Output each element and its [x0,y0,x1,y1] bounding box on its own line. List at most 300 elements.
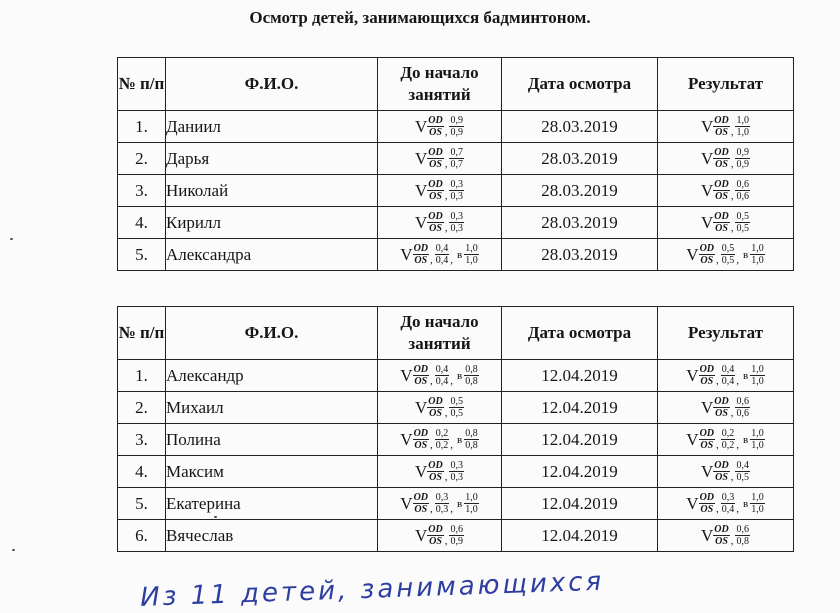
eye-fraction-num: OD [413,243,429,254]
visual-acuity [415,115,464,138]
acuity-fraction-num: 0,5 [721,243,735,254]
separator: , [730,158,734,170]
eye-fraction [427,396,443,419]
eye-fraction-den: OS [700,440,714,451]
acuity-fraction [449,179,464,202]
eye-fraction-den: OS [429,223,442,234]
child-name: Михаил [166,392,378,424]
exam-date: 28.03.2019 [502,239,658,271]
correction-fraction-num: 1,0 [751,243,764,254]
acuity-fraction [735,147,750,170]
visual-acuity [701,179,750,202]
acuity-fraction-num: 0,6 [450,524,463,535]
table-row [118,520,794,552]
header-result: Результат [658,307,794,360]
acuity-fraction-num: 0,3 [450,460,463,471]
visual-acuity [686,364,764,387]
eye-fraction-den: OS [715,536,728,547]
acuity-fraction-den: 0,6 [736,191,749,202]
acuity-fraction-num: 0,2 [435,428,449,439]
eye-fraction-num: OD [428,460,443,471]
eye-fraction-num: OD [714,524,729,535]
table-row [118,392,794,424]
acuity-fraction [721,492,736,515]
acuity-fraction [721,364,736,387]
acuity-fraction-num: 0,7 [450,147,463,158]
visus-letter: V [701,461,714,481]
separator: , [730,126,734,138]
eye-fraction [413,428,429,451]
acuity-fraction-num: 0,9 [736,147,749,158]
visual-acuity [686,243,764,266]
exam-date: 28.03.2019 [502,111,658,143]
acuity-fraction [735,211,750,234]
eye-fraction-num: OD [714,211,729,222]
eye-fraction-den: OS [429,472,442,483]
correction-letter: в [743,497,749,510]
before-cell [378,239,502,271]
visus-letter: V [686,365,699,385]
eye-fraction-num: OD [428,396,443,407]
acuity-fraction [735,524,750,547]
correction-letter: в [743,248,749,261]
before-cell [378,456,502,488]
row-number: 2. [118,143,166,175]
child-name: Кирилл [166,207,378,239]
eye-fraction-num: OD [714,396,729,407]
correction-fraction-num: 1,0 [751,364,764,375]
row-number: 4. [118,207,166,239]
correction-fraction [464,364,479,387]
exam-date: 12.04.2019 [502,392,658,424]
acuity-fraction [735,396,750,419]
acuity-fraction-den: 0,3 [450,223,463,234]
acuity-fraction-num: 0,9 [450,115,463,126]
acuity-fraction-num: 0,3 [721,492,735,503]
acuity-fraction-den: 0,3 [450,472,463,483]
result-cell [658,360,794,392]
eye-fraction-den: OS [700,255,714,266]
acuity-fraction-num: 0,6 [736,179,749,190]
acuity-fraction-den: 0,4 [721,376,735,387]
eye-fraction-den: OS [715,472,728,483]
acuity-fraction-den: 0,4 [721,504,735,515]
exam-date: 12.04.2019 [502,456,658,488]
separator: , [444,535,448,547]
eye-fraction-num: OD [699,243,715,254]
eye-fraction-num: OD [413,492,429,503]
before-cell [378,360,502,392]
eye-fraction-num: OD [428,211,443,222]
scan-speck [12,549,15,551]
eye-fraction [427,524,443,547]
separator: , [716,375,719,387]
correction-fraction [750,428,765,451]
table-row [118,143,794,175]
visus-letter: V [415,212,428,232]
child-name: Николай [166,175,378,207]
separator: , [450,254,454,266]
header-date: Дата осмотра [502,58,658,111]
visus-letter: V [415,397,428,417]
eye-fraction-num: OD [714,115,729,126]
row-number: 3. [118,175,166,207]
correction-fraction [750,243,765,266]
before-cell [378,392,502,424]
acuity-fraction [449,460,464,483]
visual-acuity [400,243,478,266]
separator: , [430,254,433,266]
visual-acuity [701,115,750,138]
page-title: Осмотр детей, занимающихся бадминтоном. [249,8,591,27]
separator: , [444,158,448,170]
correction-fraction-den: 1,0 [465,255,478,266]
acuity-fraction-den: 0,9 [736,159,749,170]
visual-acuity [701,460,750,483]
visual-acuity [415,460,464,483]
eye-fraction [699,428,715,451]
visual-acuity [400,364,478,387]
eye-fraction-den: OS [715,408,728,419]
visus-letter: V [701,180,714,200]
correction-letter: в [457,369,463,382]
correction-fraction [464,243,479,266]
before-cell [378,520,502,552]
correction-fraction-den: 1,0 [751,440,764,451]
table-row [118,360,794,392]
before-cell [378,488,502,520]
acuity-fraction-den: 0,5 [736,472,749,483]
correction-letter: в [457,433,463,446]
separator: , [450,439,454,451]
row-number: 6. [118,520,166,552]
eye-fraction-num: OD [714,179,729,190]
row-number: 3. [118,424,166,456]
header-result: Результат [658,58,794,111]
eye-fraction [413,243,429,266]
separator: , [450,503,454,515]
eye-fraction [413,364,429,387]
acuity-fraction-den: 0,8 [736,536,749,547]
separator: , [444,407,448,419]
before-cell [378,143,502,175]
child-name: Дарья [166,143,378,175]
eye-fraction-num: OD [699,364,715,375]
correction-letter: в [457,497,463,510]
separator: , [730,190,734,202]
exam-date: 12.04.2019 [502,424,658,456]
result-cell [658,239,794,271]
acuity-fraction [449,396,464,419]
acuity-fraction [735,179,750,202]
before-cell [378,424,502,456]
row-number: 5. [118,488,166,520]
scan-speck [10,238,13,240]
separator: , [430,503,433,515]
child-name: Александра [166,239,378,271]
eye-fraction-num: OD [428,524,443,535]
correction-letter: в [457,248,463,261]
before-cell [378,175,502,207]
visus-letter: V [686,244,699,264]
exam-date: 12.04.2019 [502,520,658,552]
result-cell [658,143,794,175]
acuity-fraction [735,115,750,138]
correction-fraction-num: 0,8 [465,364,478,375]
acuity-fraction [435,243,450,266]
exam-date: 12.04.2019 [502,488,658,520]
acuity-fraction-den: 0,5 [721,255,735,266]
child-name: Екатерина [166,488,378,520]
acuity-fraction-num: 0,4 [435,364,449,375]
eye-fraction-den: OS [715,127,728,138]
acuity-fraction-num: 0,5 [450,396,463,407]
eye-fraction-den: OS [715,159,728,170]
acuity-fraction-num: 0,5 [736,211,749,222]
visual-acuity [415,179,464,202]
acuity-fraction-den: 0,5 [736,223,749,234]
eye-fraction-den: OS [429,127,442,138]
eye-fraction [427,460,443,483]
eye-fraction-den: OS [414,440,428,451]
visual-acuity [686,428,764,451]
acuity-fraction-den: 0,3 [435,504,449,515]
separator: , [730,407,734,419]
correction-fraction-num: 1,0 [465,243,478,254]
table-row [118,424,794,456]
separator: , [444,471,448,483]
correction-letter: в [743,433,749,446]
visus-letter: V [400,365,413,385]
child-name: Максим [166,456,378,488]
correction-fraction-den: 0,8 [465,440,478,451]
eye-fraction [713,524,729,547]
correction-fraction-num: 0,8 [465,428,478,439]
eye-fraction [427,179,443,202]
eye-fraction [713,115,729,138]
acuity-fraction-den: 0,4 [435,255,449,266]
acuity-fraction [449,524,464,547]
eye-fraction [427,211,443,234]
separator: , [736,254,740,266]
acuity-fraction-num: 0,3 [450,211,463,222]
correction-fraction-den: 1,0 [751,504,764,515]
exam-date: 28.03.2019 [502,143,658,175]
result-cell [658,424,794,456]
separator: , [444,126,448,138]
result-cell [658,111,794,143]
visus-letter: V [415,525,428,545]
eye-fraction [413,492,429,515]
visual-acuity [701,396,750,419]
acuity-fraction-den: 0,3 [450,191,463,202]
result-cell [658,392,794,424]
visual-acuity [701,147,750,170]
exam-date: 28.03.2019 [502,207,658,239]
header-name: Ф.И.О. [166,307,378,360]
child-name: Даниил [166,111,378,143]
acuity-fraction-den: 0,2 [435,440,449,451]
correction-fraction [464,492,479,515]
correction-letter: в [743,369,749,382]
eye-fraction [699,492,715,515]
eye-fraction-num: OD [428,147,443,158]
table-row [118,456,794,488]
correction-fraction [750,364,765,387]
visual-acuity [415,396,464,419]
table-row [118,207,794,239]
visus-letter: V [686,429,699,449]
eye-fraction-den: OS [715,191,728,202]
visus-letter: V [701,212,714,232]
visual-acuity [415,211,464,234]
separator: , [736,439,740,451]
separator: , [730,471,734,483]
handwritten-note: Из 11 детей, занимающихся [139,566,605,613]
visual-acuity [686,492,764,515]
separator: , [716,503,719,515]
eye-fraction [713,460,729,483]
eye-fraction-num: OD [413,428,429,439]
correction-fraction [750,492,765,515]
eye-fraction-den: OS [429,191,442,202]
correction-fraction [464,428,479,451]
separator: , [450,375,454,387]
child-name: Полина [166,424,378,456]
header-number: № п/п [118,307,166,360]
correction-fraction-num: 1,0 [465,492,478,503]
result-cell [658,207,794,239]
eye-fraction-den: OS [715,223,728,234]
acuity-fraction [435,364,450,387]
visus-letter: V [415,148,428,168]
result-cell [658,456,794,488]
header-name: Ф.И.О. [166,58,378,111]
row-number: 2. [118,392,166,424]
visual-acuity [400,492,478,515]
visus-letter: V [701,525,714,545]
visus-letter: V [400,244,413,264]
result-cell [658,175,794,207]
separator: , [730,222,734,234]
acuity-fraction-num: 0,6 [736,524,749,535]
result-cell [658,488,794,520]
eye-fraction-num: OD [714,147,729,158]
header-before: До начало занятий [378,307,502,360]
header-number: № п/п [118,58,166,111]
header-before: До начало занятий [378,58,502,111]
acuity-fraction-num: 0,4 [435,243,449,254]
visual-acuity [701,524,750,547]
visus-letter: V [415,180,428,200]
acuity-fraction-num: 0,2 [721,428,735,439]
row-number: 4. [118,456,166,488]
table-row [118,111,794,143]
child-name: Александр [166,360,378,392]
eye-fraction [427,115,443,138]
separator: , [736,375,740,387]
acuity-fraction-den: 0,9 [450,536,463,547]
acuity-fraction [435,492,450,515]
eye-fraction-den: OS [429,159,442,170]
acuity-fraction [721,428,736,451]
separator: , [430,439,433,451]
eye-fraction-den: OS [429,536,442,547]
separator: , [716,254,719,266]
acuity-fraction-num: 0,3 [435,492,449,503]
eye-fraction [427,147,443,170]
separator: , [730,535,734,547]
acuity-fraction-num: 0,3 [450,179,463,190]
before-cell [378,207,502,239]
visus-letter: V [686,493,699,513]
eye-fraction [713,179,729,202]
header-date: Дата осмотра [502,307,658,360]
acuity-fraction-den: 0,5 [450,408,463,419]
eye-fraction [713,211,729,234]
eye-fraction-num: OD [714,460,729,471]
exam-date: 28.03.2019 [502,175,658,207]
visual-acuity [400,428,478,451]
correction-fraction-num: 1,0 [751,428,764,439]
acuity-fraction [449,115,464,138]
correction-fraction-num: 1,0 [751,492,764,503]
eye-fraction-den: OS [414,376,428,387]
acuity-fraction-num: 1,0 [736,115,749,126]
scan-speck [214,516,217,518]
acuity-fraction-den: 0,2 [721,440,735,451]
eye-fraction-num: OD [699,492,715,503]
acuity-fraction-num: 0,4 [721,364,735,375]
acuity-fraction-den: 0,9 [450,127,463,138]
eye-fraction-num: OD [413,364,429,375]
eye-fraction-den: OS [414,504,428,515]
eye-fraction-num: OD [428,179,443,190]
eye-fraction [713,147,729,170]
visual-acuity [701,211,750,234]
result-cell [658,520,794,552]
table-row [118,175,794,207]
table-row [118,239,794,271]
visus-letter: V [701,116,714,136]
eye-fraction-num: OD [428,115,443,126]
acuity-fraction-den: 0,7 [450,159,463,170]
exam-table-april [117,306,794,552]
visus-letter: V [400,429,413,449]
row-number: 1. [118,360,166,392]
correction-fraction-den: 1,0 [465,504,478,515]
eye-fraction-den: OS [700,504,714,515]
exam-table-march [117,57,794,271]
table-row [118,488,794,520]
row-number: 1. [118,111,166,143]
acuity-fraction [449,147,464,170]
acuity-fraction [449,211,464,234]
visual-acuity [415,524,464,547]
eye-fraction-den: OS [429,408,442,419]
correction-fraction-den: 1,0 [751,255,764,266]
separator: , [444,222,448,234]
separator: , [716,439,719,451]
before-cell [378,111,502,143]
acuity-fraction [721,243,736,266]
eye-fraction-num: OD [699,428,715,439]
correction-fraction-den: 0,8 [465,376,478,387]
acuity-fraction-den: 0,4 [435,376,449,387]
separator: , [736,503,740,515]
acuity-fraction-num: 0,6 [736,396,749,407]
eye-fraction [713,396,729,419]
